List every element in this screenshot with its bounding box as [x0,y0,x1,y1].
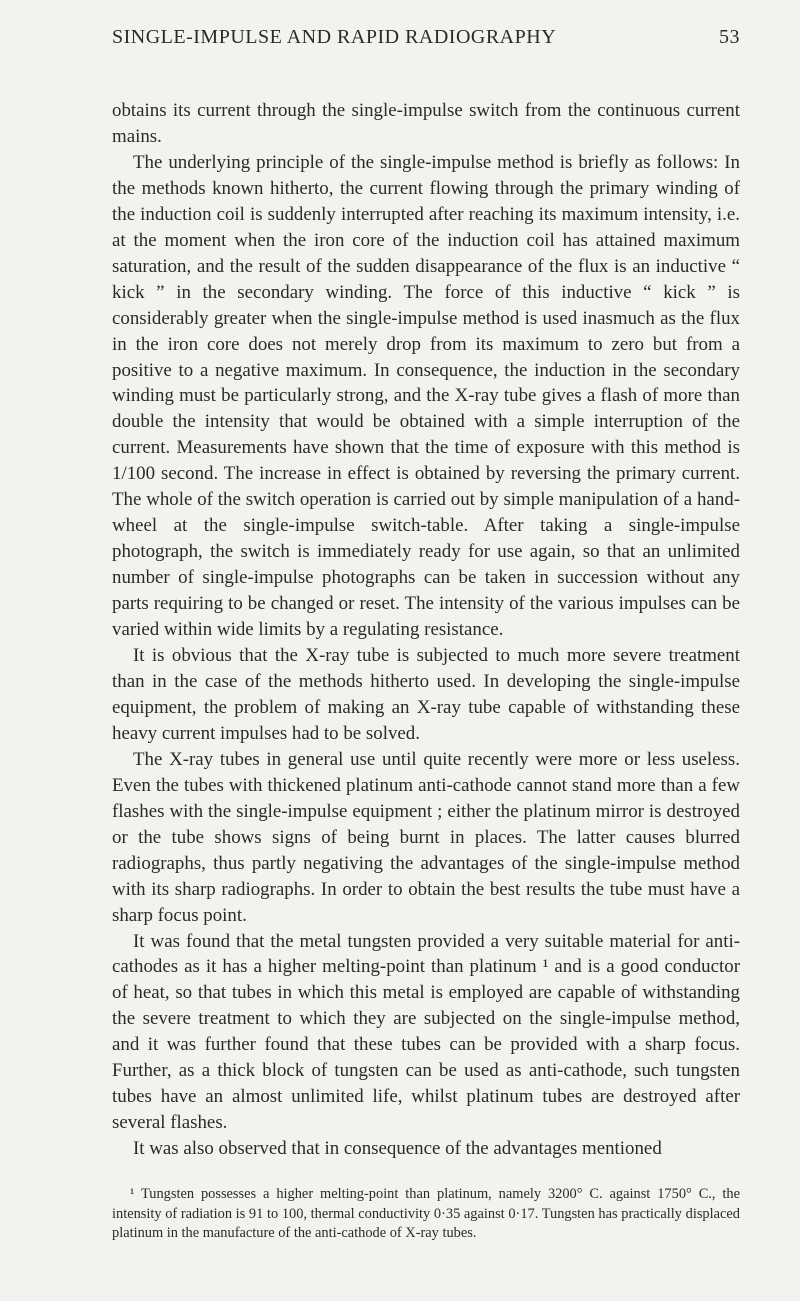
page-number: 53 [719,26,740,48]
paragraph: It is obvious that the X-ray tube is subjected to much more severe treatment than in the case of the methods hitherto used. In developing the single-impulse equipment, the problem of making an X-ray tube capable of withstanding these heavy current impulses had to be solved. [112,645,740,744]
paragraph: It was found that the metal tungsten provided a very suitable material for anti-cathodes as it has a higher melting-point than platinum ¹ and is a good conductor of heat, so that tubes in which this metal is employed are capable of withstanding the severe treatment to which they are subjected on the single-impulse method, and it was further found that these tubes can be provided with a sharp focus. Further, as a thick block of tungsten can be used as anti-cathode, such tungsten tubes have an almost unlimited life, whilst platinum tubes are destroyed after several flashes. [112,930,740,1134]
paragraph: obtains its current through the single-impulse switch from the continuous current mains. [112,100,740,147]
running-title: SINGLE-IMPULSE AND RAPID RADIOGRAPHY [112,26,557,48]
footnote: ¹ Tungsten possesses a higher melting-point than platinum, namely 3200° C. against 1750° C., the intensity of radiation is 91 to 100, thermal conductivity 0·35 against 0·17. Tungsten has practically displaced platinum in the manufacture of the anti-cathode of X-ray tubes. [112,1186,740,1242]
body-text [112,98,740,1162]
paragraph: It was also observed that in consequence of the advantages mentioned [133,1138,662,1160]
paragraph: The X-ray tubes in general use until quite recently were more or less useless. Even the tubes with thickened platinum anti-cathode cannot stand more than a few flashes with the single-impulse equipment ; either the platinum mirror is destroyed or the tube shows signs of being burnt in places. The latter causes blurred radiographs, thus partly negativing the advantages of the single-impulse method with its sharp radiographs. In order to obtain the best results the tube must have a sharp focus point. [112,748,740,926]
footnotes [112,1185,740,1244]
paragraph: The underlying principle of the single-impulse method is briefly as follows: In the methods known hitherto, the current flowing through the primary winding of the induction coil is suddenly interrupted after reaching its maximum intensity, i.e. at the moment when the iron core of the induction coil has attained maximum saturation, and the result of the sudden disappearance of the flux is an inductive “ kick ” in the secondary winding. The force of this inductive “ kick ” is considerably greater when the single-impulse method is used inasmuch as the flux in the iron core does not merely drop from its maximum to zero but from a positive to a negative maximum. In consequence, the induction in the secondary winding must be particularly strong, and the X-ray tube gives a flash of more than double the intensity that would be obtained with a simple interruption of the current. Measurements have shown that the time of exposure with this method is 1/100 second. The increase in effect is obtained by reversing the primary current. The whole of the switch operation is carried out by simple manipulation of a hand-wheel at the single-impulse switch-table. After taking a single-impulse photograph, the switch is immediately ready for use again, so that an unlimited number of single-impulse photographs can be taken in succession without any parts requiring to be changed or reset. The intensity of the various impulses can be varied within wide limits by a regulating resistance. [112,151,740,641]
